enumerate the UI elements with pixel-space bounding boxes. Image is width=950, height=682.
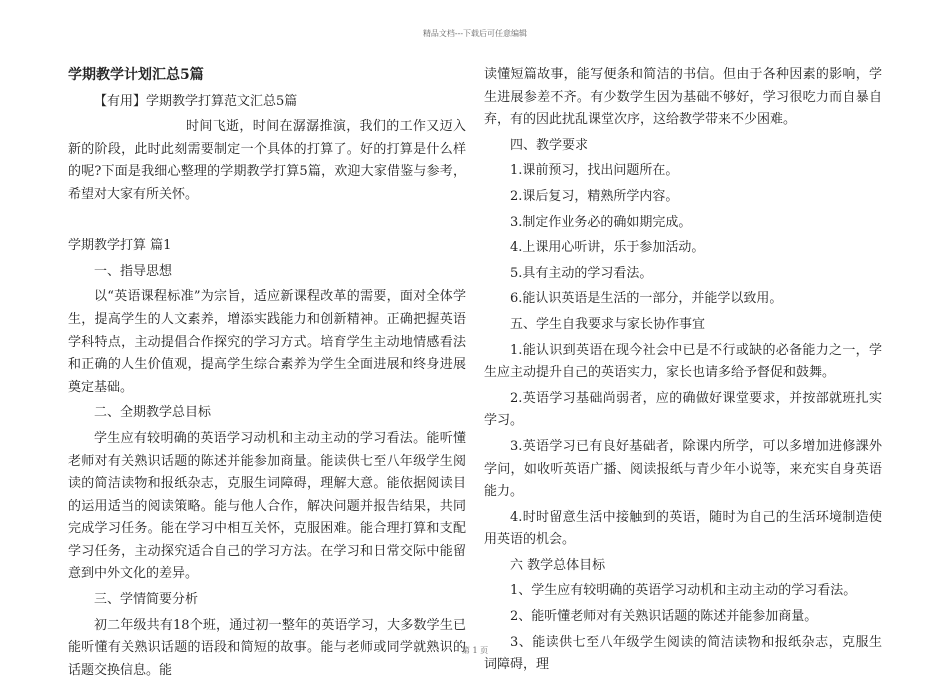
- document-subtitle: 【有用】学期教学打算范文汇总5篇: [94, 93, 298, 109]
- list-item: 4.上课用心听讲，乐于参加活动。: [510, 240, 705, 256]
- page-header: 精品文档---下载后可任意编辑: [422, 29, 528, 38]
- section-heading-2: 二、全期教学总目标: [94, 405, 212, 421]
- section-heading-6: 六 教学总体目标: [510, 557, 606, 573]
- section-heading-1: 一、指导思想: [94, 263, 173, 279]
- section-heading-3: 三、学情简要分析: [94, 592, 199, 608]
- left-column: [68, 64, 466, 682]
- document-title: 学期教学计划汇总5篇: [68, 67, 204, 83]
- section-heading-5: 五、学生自我要求与家长协作事宜: [510, 316, 706, 332]
- section-text-2: 学生应有较明确的英语学习动机和主动主动的学习看法。能听懂老师对有关熟识话题的陈述并能参加商量。能读供七至八年级学生阅读的简洁读物和报纸杂志，克服生词障碍，理解大意。能依据阅读目的运用适当的阅读策略。能与他人合作，解决问题并报告结果，共同完成学习任务。能在学习中相互关怀，克服困难。能合理打算和支配学习任务，主动探究适合自己的学习方法。在学习和日常交际中能留意到中外文化的差异。: [68, 430, 466, 582]
- list-item: 3.制定作业务必的确如期完成。: [510, 214, 692, 230]
- list-item: 2、能听懂老师对有关熟识话题的陈述并能参加商量。: [510, 609, 818, 625]
- section-text-3: 初二年级共有18个班，通过初一整年的英语学习，大多数学生已能听懂有关熟识话题的语段和简短的故事。能与老师或同学就熟识的话题交换信息。能: [68, 617, 466, 678]
- intro-paragraph: 时间飞逝，时间在潺潺推演，我们的工作又迈入新的阶段，此时此刻需要制定一个具体的打算了。好的打算是什么样的呢?下面是我细心整理的学期教学打算5篇，欢迎大家借鉴与参考，希望对大家有所关怀。: [68, 119, 466, 202]
- list-item: 2.英语学习基础尚弱者，应的确做好课堂要求，并按部就班扎实学习。: [484, 390, 882, 429]
- list-item: 2.课后复习，精熟所学内容。: [510, 188, 679, 204]
- list-item: 1.能认识到英语在现今社会中已是不行或缺的必备能力之一，学生应主动提升自己的英语实力，家长也请多给予督促和鼓舞。: [484, 342, 882, 381]
- list-item: 5.具有主动的学习看法。: [510, 265, 653, 281]
- list-item: 1、学生应有较明确的英语学习动机和主动主动的学习看法。: [510, 583, 857, 599]
- list-item: 4.时时留意生活中接触到的英语，随时为自己的生活环境制造使用英语的机会。: [484, 509, 882, 548]
- section-text-3-continued: 读懂短篇故事，能写便条和简洁的书信。但由于各种因素的影响，学生进展参差不齐。有少数学生因为基础不够好，学习很吃力而自暴自弃，有的因此扰乱课堂次序，这给教学带来不少困难。: [484, 67, 882, 128]
- right-column: [484, 64, 882, 677]
- list-item: 6.能认识英语是生活的一部分，并能学以致用。: [510, 291, 783, 307]
- page-footer: 第 1 页: [461, 646, 489, 655]
- list-item: 3.英语学习已有良好基础者，除课内所学，可以多增加进修課外学问，如收听英语广播、阅读报纸与青少年小说等，来充实自身英语能力。: [484, 438, 882, 500]
- section-heading-4: 四、教学要求: [510, 137, 589, 153]
- list-item: 1.课前预习，找出问题所在。: [510, 163, 679, 179]
- plan-heading: 学期教学打算 篇1: [68, 238, 172, 254]
- section-text-1: 以“英语课程标准”为宗旨，适应新课程改革的需要，面对全体学生，提高学生的人文素养，增添实践能力和创新精神。正确把握英语学科特点，主动提倡合作探究的学习方式。培育学生主动地情感看法和正确的人生价值观，提高学生综合素养为学生全面进展和终身进展奠定基础。: [68, 289, 466, 395]
- list-item: 3、能读供七至八年级学生阅读的简洁读物和报纸杂志，克服生词障碍，理: [484, 634, 882, 673]
